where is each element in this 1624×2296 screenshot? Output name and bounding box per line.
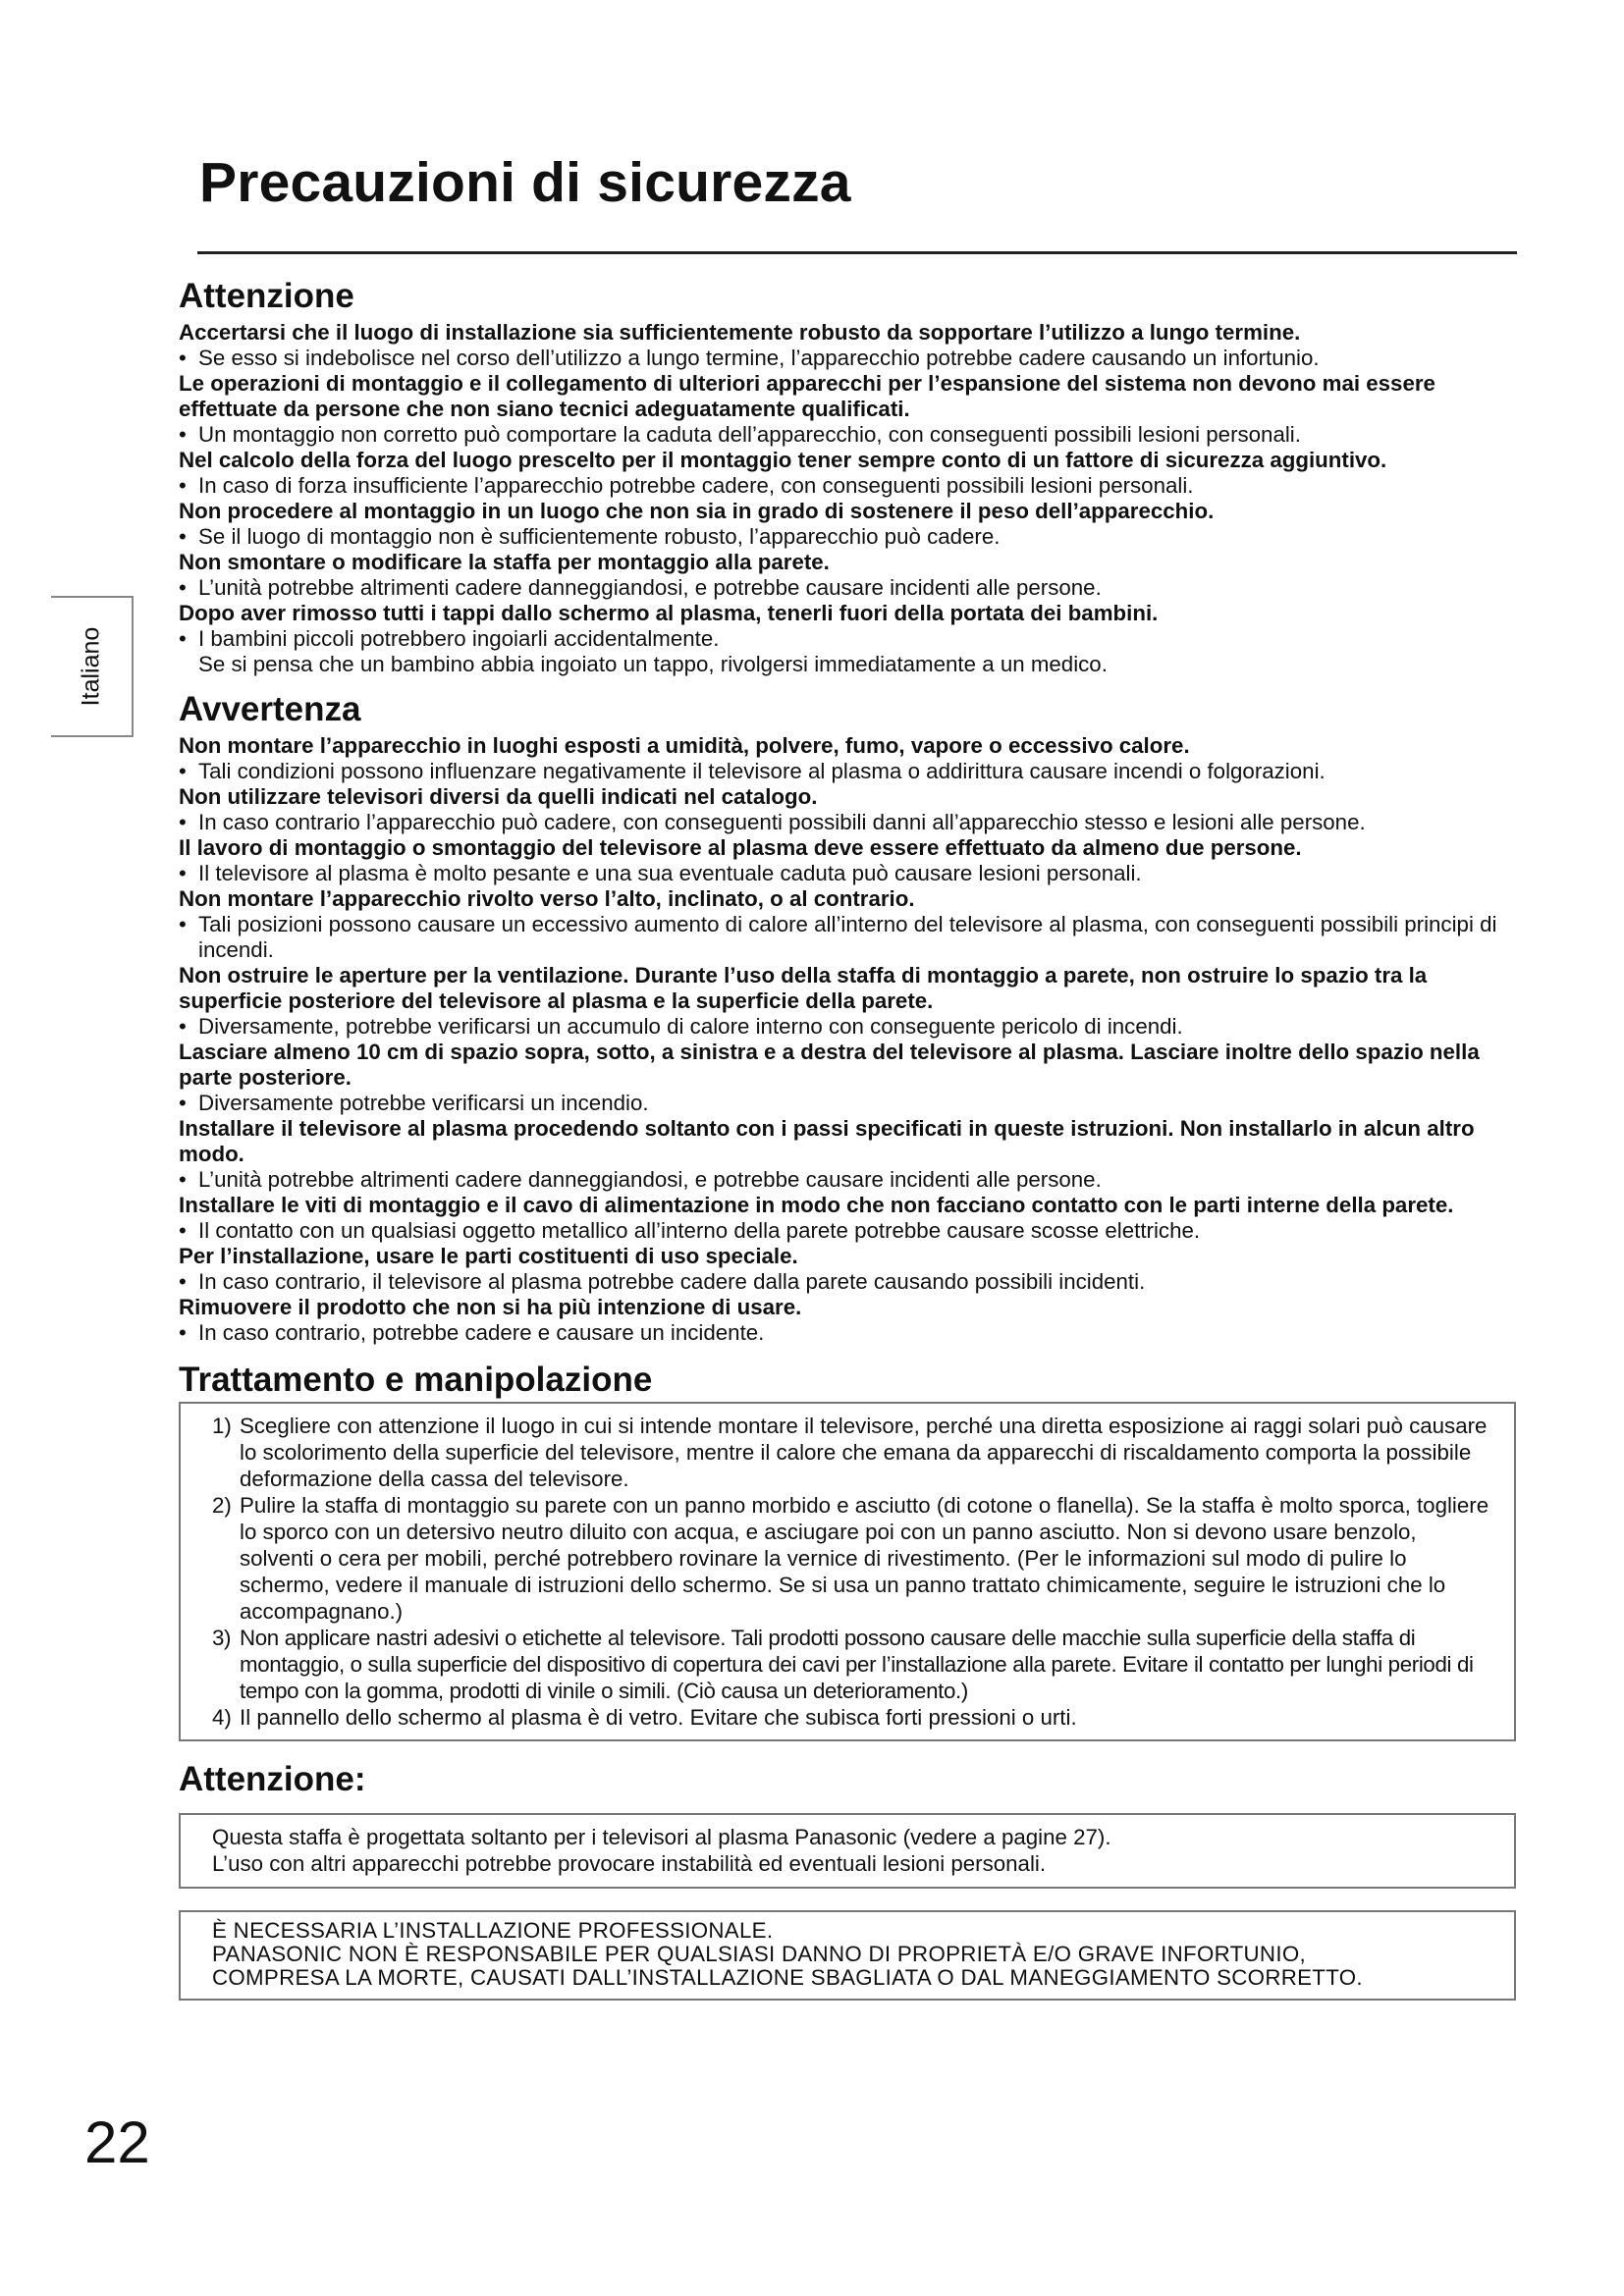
precaution-statement: Le operazioni di montaggio e il collegamento di ulteriori apparecchi per l’espansione del sistema non devono mai essere effettuate da persone che non siano tecnici adeguatamente qualificati. — [179, 371, 1435, 421]
consequence-text: L’unità potrebbe altrimenti cadere danneggiandosi, e potrebbe causare incidenti alle persone. — [198, 1167, 1102, 1192]
warning-consequence — [179, 1320, 1516, 1346]
compatibility-note-box — [179, 1813, 1516, 1889]
item-text: Scegliere con attenzione il luogo in cui si intende montare il televisore, perché una diretta esposizione ai raggi solari può causare lo scolorimento della superficie del televisore, mentre il calore che emana da apparecchi di riscaldamento comporta la possibile deformazione della cassa del televisore. — [240, 1414, 1488, 1491]
handling-item — [212, 1492, 1494, 1625]
language-tab-label: Italiano — [77, 626, 105, 707]
precaution-statement: Dopo aver rimosso tutti i tappi dallo schermo al plasma, tenerli fuori della portata dei bambini. — [179, 601, 1159, 625]
bullet-mark: • — [179, 810, 187, 834]
bullet-mark: • — [179, 1218, 187, 1243]
warning-item — [179, 1040, 1516, 1116]
warning-consequence — [179, 759, 1516, 784]
disclaimer-line: COMPRESA LA MORTE, CAUSATI DALL’INSTALLAZIONE SBAGLIATA O DAL MANEGGIAMENTO SCORRETTO. — [212, 1965, 1363, 1990]
bullet-mark: • — [179, 861, 187, 885]
consequence-text: In caso contrario l’apparecchio può cadere, con conseguenti possibili danni all’apparecchio stesso e lesioni alle persone. — [198, 810, 1366, 834]
consequence-text: Se esso si indebolisce nel corso dell’utilizzo a lungo termine, l’apparecchio potrebbe cadere causando un infortunio. — [198, 346, 1320, 370]
warning-item — [179, 784, 1516, 835]
precaution-consequence — [179, 473, 1516, 499]
warning-item — [179, 835, 1516, 886]
precaution-consequence — [179, 422, 1516, 448]
item-text: Non applicare nastri adesivi o etichette al televisore. Tali prodotti possono causare delle macchie sulla superficie della staffa di montaggio, o sulla superficie del dispositivo di copertura dei cavi per l’installazione alla parete. Evitare il contatto per lunghi periodi di tempo con la gomma, prodotti di vinile o simili. (Ciò causa un deterioramento.) — [240, 1626, 1474, 1703]
warning-consequence — [179, 912, 1516, 963]
bullet-mark: • — [179, 473, 187, 498]
bullet-mark: • — [179, 759, 187, 783]
consequence-text: I bambini piccoli potrebbero ingoiarli accidentalmente. — [198, 626, 720, 651]
warning-consequence — [179, 1014, 1516, 1040]
bullet-mark: • — [179, 1269, 187, 1294]
precaution-item — [179, 448, 1516, 499]
precaution-consequence — [179, 346, 1516, 371]
bullet-mark: • — [179, 346, 187, 370]
page-content — [179, 276, 1516, 2001]
bullet-mark: • — [179, 1320, 187, 1345]
handling-item — [212, 1704, 1494, 1731]
bullet-mark: • — [179, 626, 187, 651]
item-number: 1) — [212, 1414, 232, 1438]
title-divider — [197, 251, 1517, 254]
precaution-item — [179, 499, 1516, 550]
warning-consequence — [179, 810, 1516, 835]
precaution-consequence — [179, 524, 1516, 550]
disclaimer-line: PANASONIC NON È RESPONSABILE PER QUALSIASI DANNO DI PROPRIETÀ E/O GRAVE INFORTUNIO, — [212, 1942, 1306, 1966]
warning-statement: Installare le viti di montaggio e il cavo di alimentazione in modo che non facciano contatto con le parti interne della parete. — [179, 1193, 1454, 1217]
consequence-text: In caso di forza insufficiente l’apparecchio potrebbe cadere, con conseguenti possibili lesioni personali. — [198, 473, 1194, 498]
note-line: Questa staffa è progettata soltanto per i televisori al plasma Panasonic (vedere a pagine 27). — [212, 1825, 1111, 1849]
page-number: 22 — [84, 2109, 150, 2175]
warning-consequence — [179, 1218, 1516, 1244]
precaution-statement: Non smontare o modificare la staffa per montaggio alla parete. — [179, 550, 830, 574]
warning-item — [179, 963, 1516, 1040]
consequence-text: Un montaggio non corretto può comportare la caduta dell’apparecchio, con conseguenti possibili lesioni personali. — [198, 422, 1301, 447]
bullet-mark: • — [179, 575, 187, 600]
warning-item — [179, 1295, 1516, 1346]
disclaimer-line: È NECESSARIA L’INSTALLAZIONE PROFESSIONALE. — [212, 1918, 774, 1943]
section-attenzione — [179, 276, 1516, 677]
consequence-text: Se il luogo di montaggio non è sufficientemente robusto, l’apparecchio può cadere. — [198, 524, 1001, 549]
warning-statement: Installare il televisore al plasma procedendo soltanto con i passi specificati in queste istruzioni. Non installarlo in alcun altro modo. — [179, 1116, 1475, 1166]
legal-disclaimer-box — [179, 1910, 1516, 2001]
warning-item — [179, 1193, 1516, 1244]
consequence-text: Il contatto con un qualsiasi oggetto metallico all’interno della parete potrebbe causare scosse elettriche. — [198, 1218, 1201, 1243]
warning-item — [179, 1116, 1516, 1193]
item-text: Pulire la staffa di montaggio su parete con un panno morbido e asciutto (di cotone o flanella). Se la staffa è molto sporca, togliere lo sporco con un detersivo neutro diluito con acqua, e asciugare poi con un panno asciutto. Non si devono usare benzolo, solventi o cera per mobili, perché potrebbero rovinare la vernice di rivestimento. (Per le informazioni sul modo di pulire lo schermo, vedere il manuale di istruzioni dello schermo. Se si usa un panno trattato chimicamente, seguire le istruzioni che lo accompagnano.) — [240, 1493, 1489, 1624]
precaution-item — [179, 371, 1516, 448]
precaution-statement: Accertarsi che il luogo di installazione sia sufficientemente robusto da sopportare l’utilizzo a lungo termine. — [179, 320, 1301, 345]
consequence-followup-text: Se si pensa che un bambino abbia ingoiato un tappo, rivolgersi immediatamente a un medico. — [198, 652, 1108, 676]
bullet-mark: • — [179, 524, 187, 549]
warning-statement: Lasciare almeno 10 cm di spazio sopra, sotto, a sinistra e a destra del televisore al plasma. Lasciare inoltre dello spazio nella parte posteriore. — [179, 1040, 1480, 1090]
warning-statement: Per l’installazione, usare le parti costituenti di uso speciale. — [179, 1244, 798, 1268]
warning-consequence — [179, 1269, 1516, 1295]
bullet-mark: • — [179, 422, 187, 447]
precaution-consequence — [179, 626, 1516, 677]
warning-statement: Rimuovere il prodotto che non si ha più intenzione di usare. — [179, 1295, 802, 1319]
note-line: L’uso con altri apparecchi potrebbe provocare instabilità ed eventuali lesioni personali. — [212, 1851, 1047, 1876]
section-heading-attenzione-note: Attenzione: — [179, 1760, 366, 1798]
precaution-item — [179, 320, 1516, 371]
consequence-text: In caso contrario, il televisore al plasma potrebbe cadere dalla parete causando possibili incidenti. — [198, 1269, 1146, 1294]
warning-consequence — [179, 1091, 1516, 1116]
handling-box — [179, 1402, 1516, 1741]
precaution-consequence — [179, 575, 1516, 601]
item-number: 2) — [212, 1493, 232, 1518]
consequence-text: L’unità potrebbe altrimenti cadere danneggiandosi, e potrebbe causare incidenti alle persone. — [198, 575, 1102, 600]
consequence-text: Diversamente, potrebbe verificarsi un accumulo di calore interno con conseguente pericolo di incendi. — [198, 1014, 1183, 1039]
item-text: Il pannello dello schermo al plasma è di vetro. Evitare che subisca forti pressioni o urti. — [240, 1705, 1077, 1730]
warning-consequence — [179, 1167, 1516, 1193]
consequence-text: Il televisore al plasma è molto pesante e una sua eventuale caduta può causare lesioni personali. — [198, 861, 1142, 885]
item-number: 3) — [212, 1626, 232, 1650]
warning-item — [179, 886, 1516, 963]
section-heading-attenzione: Attenzione — [179, 277, 354, 315]
handling-item — [212, 1625, 1494, 1704]
consequence-text: Tali condizioni possono influenzare negativamente il televisore al plasma o addirittura causare incendi o folgorazioni. — [198, 759, 1326, 783]
warning-statement: Non montare l’apparecchio rivolto verso l’alto, inclinato, o al contrario. — [179, 886, 915, 911]
warning-item — [179, 733, 1516, 784]
bullet-mark: • — [179, 912, 187, 936]
page-title: Precauzioni di sicurezza — [199, 151, 851, 214]
section-heading-trattamento: Trattamento e manipolazione — [179, 1361, 653, 1399]
consequence-text: Tali posizioni possono causare un eccessivo aumento di calore all’interno del televisore al plasma, con conseguenti possibili principi di incendi. — [198, 912, 1497, 962]
section-trattamento — [179, 1360, 1516, 1741]
item-number: 4) — [212, 1705, 232, 1730]
section-heading-avvertenza: Avvertenza — [179, 690, 361, 728]
warning-statement: Il lavoro di montaggio o smontaggio del televisore al plasma deve essere effettuato da almeno due persone. — [179, 835, 1302, 860]
language-side-tab — [51, 596, 134, 737]
warning-consequence — [179, 861, 1516, 886]
section-attenzione-note — [179, 1759, 1516, 2001]
warning-statement: Non utilizzare televisori diversi da quelli indicati nel catalogo. — [179, 784, 818, 809]
precaution-item — [179, 601, 1516, 677]
bullet-mark: • — [179, 1091, 187, 1115]
precaution-item — [179, 550, 1516, 601]
warning-statement: Non montare l’apparecchio in luoghi esposti a umidità, polvere, fumo, vapore o eccessivo calore. — [179, 733, 1190, 758]
consequence-text: In caso contrario, potrebbe cadere e causare un incidente. — [198, 1320, 765, 1345]
handling-item — [212, 1413, 1494, 1492]
warning-item — [179, 1244, 1516, 1295]
precaution-statement: Non procedere al montaggio in un luogo che non sia in grado di sostenere il peso dell’apparecchio. — [179, 499, 1215, 523]
section-avvertenza — [179, 689, 1516, 1346]
warning-statement: Non ostruire le aperture per la ventilazione. Durante l’uso della staffa di montaggio a parete, non ostruire lo spazio tra la superficie posteriore del televisore al plasma e la superficie della parete. — [179, 963, 1428, 1013]
precaution-statement: Nel calcolo della forza del luogo prescelto per il montaggio tener sempre conto di un fattore di sicurezza aggiuntivo. — [179, 448, 1387, 472]
bullet-mark: • — [179, 1167, 187, 1192]
bullet-mark: • — [179, 1014, 187, 1039]
consequence-text: Diversamente potrebbe verificarsi un incendio. — [198, 1091, 649, 1115]
